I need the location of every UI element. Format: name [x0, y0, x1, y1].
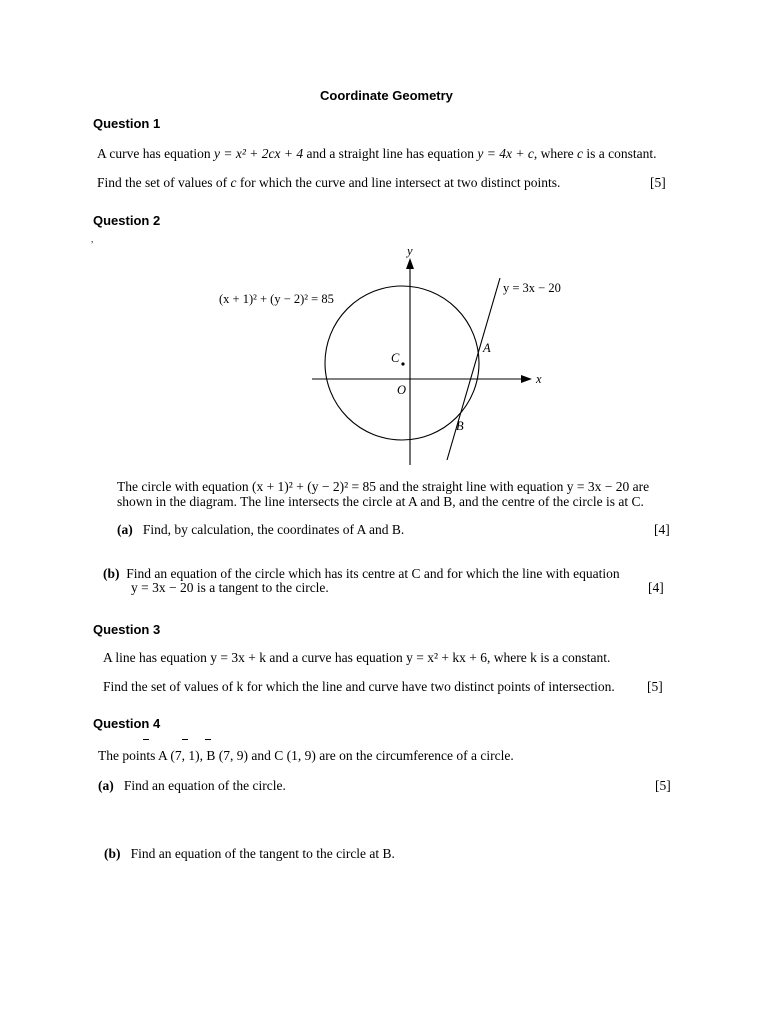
question-1-line-2: Find the set of values of c for which the curve and line intersect at two distinct points. [97, 175, 561, 190]
question-3-line-1: A line has equation y = 3x + k and a curve has equation y = x² + kx + 6, where k is a constant. [103, 650, 611, 665]
question-4a-marks: [5] [655, 778, 671, 793]
question-2b-marks: [4] [648, 580, 664, 595]
question-4-line-1: The points A (7, 1), B (7, 9) and C (1, 9) are on the circumference of a circle. [98, 748, 514, 763]
y-axis-label: y [407, 244, 413, 258]
circle-equation-label: (x + 1)² + (y − 2)² = 85 [219, 292, 334, 306]
centre-dot [401, 362, 404, 365]
question-2b-line-2: y = 3x − 20 is a tangent to the circle. [131, 580, 329, 595]
circle-line-diagram [200, 240, 570, 470]
question-4-heading: Question 4 [93, 716, 161, 731]
point-a-label: A [483, 341, 491, 355]
question-3-line-2: Find the set of values of k for which the line and curve have two distinct points of intersection. [103, 679, 615, 694]
line-equation-label: y = 3x − 20 [503, 281, 561, 295]
straight-line [447, 278, 500, 460]
overbar-c [205, 739, 211, 740]
question-2a: (a) Find, by calculation, the coordinates of A and B. [117, 522, 405, 537]
question-2-heading: Question 2 [93, 213, 161, 228]
question-2a-marks: [4] [654, 522, 670, 537]
question-3-heading: Question 3 [93, 622, 161, 637]
x-axis-arrow [521, 375, 532, 383]
question-2-para-line-1: The circle with equation (x + 1)² + (y − 2)² = 85 and the straight line with equation y = 3x − 20 are [117, 479, 650, 494]
centre-label: C [391, 351, 400, 365]
overbar-b [182, 739, 188, 740]
origin-label: O [397, 383, 407, 397]
question-4a: (a) Find an equation of the circle. [98, 778, 286, 793]
point-b-label: B [456, 419, 464, 433]
question-3-marks: [5] [647, 679, 663, 694]
y-axis-arrow [406, 258, 414, 269]
question-1-marks: [5] [650, 175, 666, 190]
page-title: Coordinate Geometry [320, 88, 453, 103]
question-4b: (b) Find an equation of the tangent to the circle at B. [104, 846, 395, 861]
question-2b: (b) Find an equation of the circle which has its centre at C and for which the line with equation [103, 566, 620, 581]
question-1-heading: Question 1 [93, 116, 161, 131]
overbar-a [143, 739, 149, 740]
x-axis-label: x [536, 372, 542, 386]
question-1-line-1: A curve has equation y = x² + 2cx + 4 and a straight line has equation y = 4x + c, where c is a constant. [97, 146, 657, 161]
question-2-para-line-2: shown in the diagram. The line intersects the circle at A and B, and the centre of the circle is at C. [117, 494, 644, 509]
stray-mark: , [91, 234, 94, 244]
